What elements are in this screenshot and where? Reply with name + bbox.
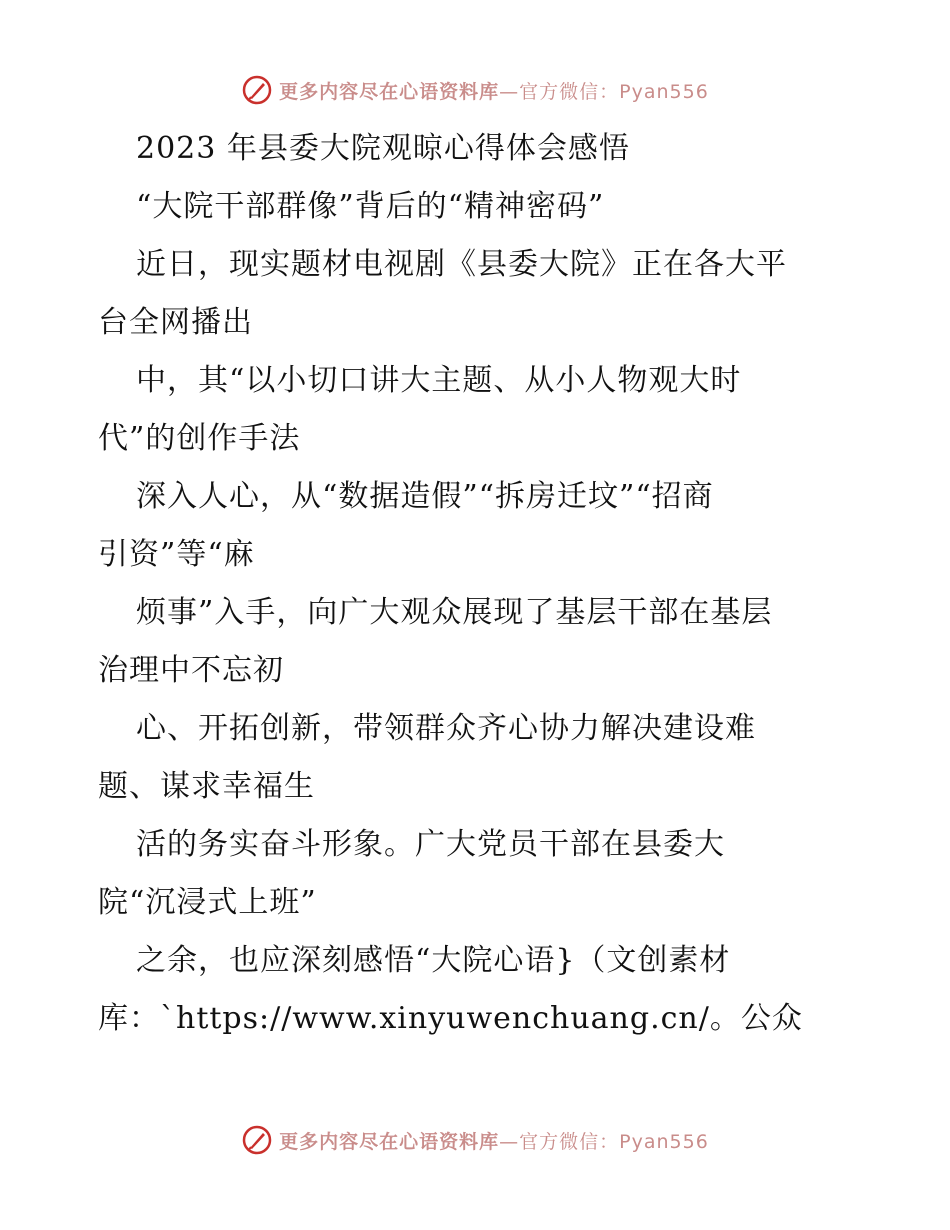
paragraph-line: 之余，也应深刻感悟“大院心语}（文创素材 bbox=[136, 943, 731, 978]
paragraph-line-with-link: 库：`https://www.xinyuwenchuang.cn/。公众 bbox=[98, 1001, 803, 1036]
paragraph-line: 院“沉浸式上班” bbox=[98, 885, 317, 920]
paragraph-line: 治理中不忘初 bbox=[98, 653, 284, 688]
paragraph-line: 活的务实奋斗形象。广大党员干部在县委大 bbox=[136, 827, 725, 862]
banner-dash: — bbox=[499, 80, 520, 103]
banner-text bbox=[279, 1127, 709, 1154]
banner-wechat: 官方微信：Pyan556 bbox=[519, 1130, 709, 1153]
header-banner bbox=[0, 70, 950, 110]
paragraph-line: 中，其“以小切口讲大主题、从小人物观大时 bbox=[136, 363, 742, 398]
paragraph-line: 心、开拓创新，带领群众齐心协力解决建设难 bbox=[136, 711, 756, 746]
quill-logo-icon bbox=[241, 1124, 273, 1156]
quill-logo-icon bbox=[241, 74, 273, 106]
paragraph-line: 烦事”入手，向广大观众展现了基层干部在基层 bbox=[136, 595, 773, 630]
document-subtitle: “大院干部群像”背后的“精神密码” bbox=[136, 189, 605, 224]
banner-wechat: 官方微信：Pyan556 bbox=[519, 80, 709, 103]
document-body bbox=[98, 120, 858, 1048]
paragraph-line: 题、谋求幸福生 bbox=[98, 769, 315, 804]
paragraph-line: 代”的创作手法 bbox=[98, 421, 301, 456]
paragraph-line: 引资”等“麻 bbox=[98, 537, 255, 572]
paragraph-line: 深入人心，从“数据造假”“拆房迁坟”“招商 bbox=[136, 479, 714, 514]
document-title: 2023 年县委大院观晾心得体会感悟 bbox=[136, 131, 630, 166]
banner-text bbox=[279, 77, 709, 104]
banner-dash: — bbox=[499, 1130, 520, 1153]
footer-banner bbox=[0, 1120, 950, 1160]
paragraph-line: 近日，现实题材电视剧《县委大院》正在各大平 bbox=[136, 247, 787, 282]
banner-title: 更多内容尽在心语资料库 bbox=[279, 1130, 500, 1153]
paragraph-line: 台全网播出 bbox=[98, 305, 253, 340]
banner-title: 更多内容尽在心语资料库 bbox=[279, 80, 500, 103]
